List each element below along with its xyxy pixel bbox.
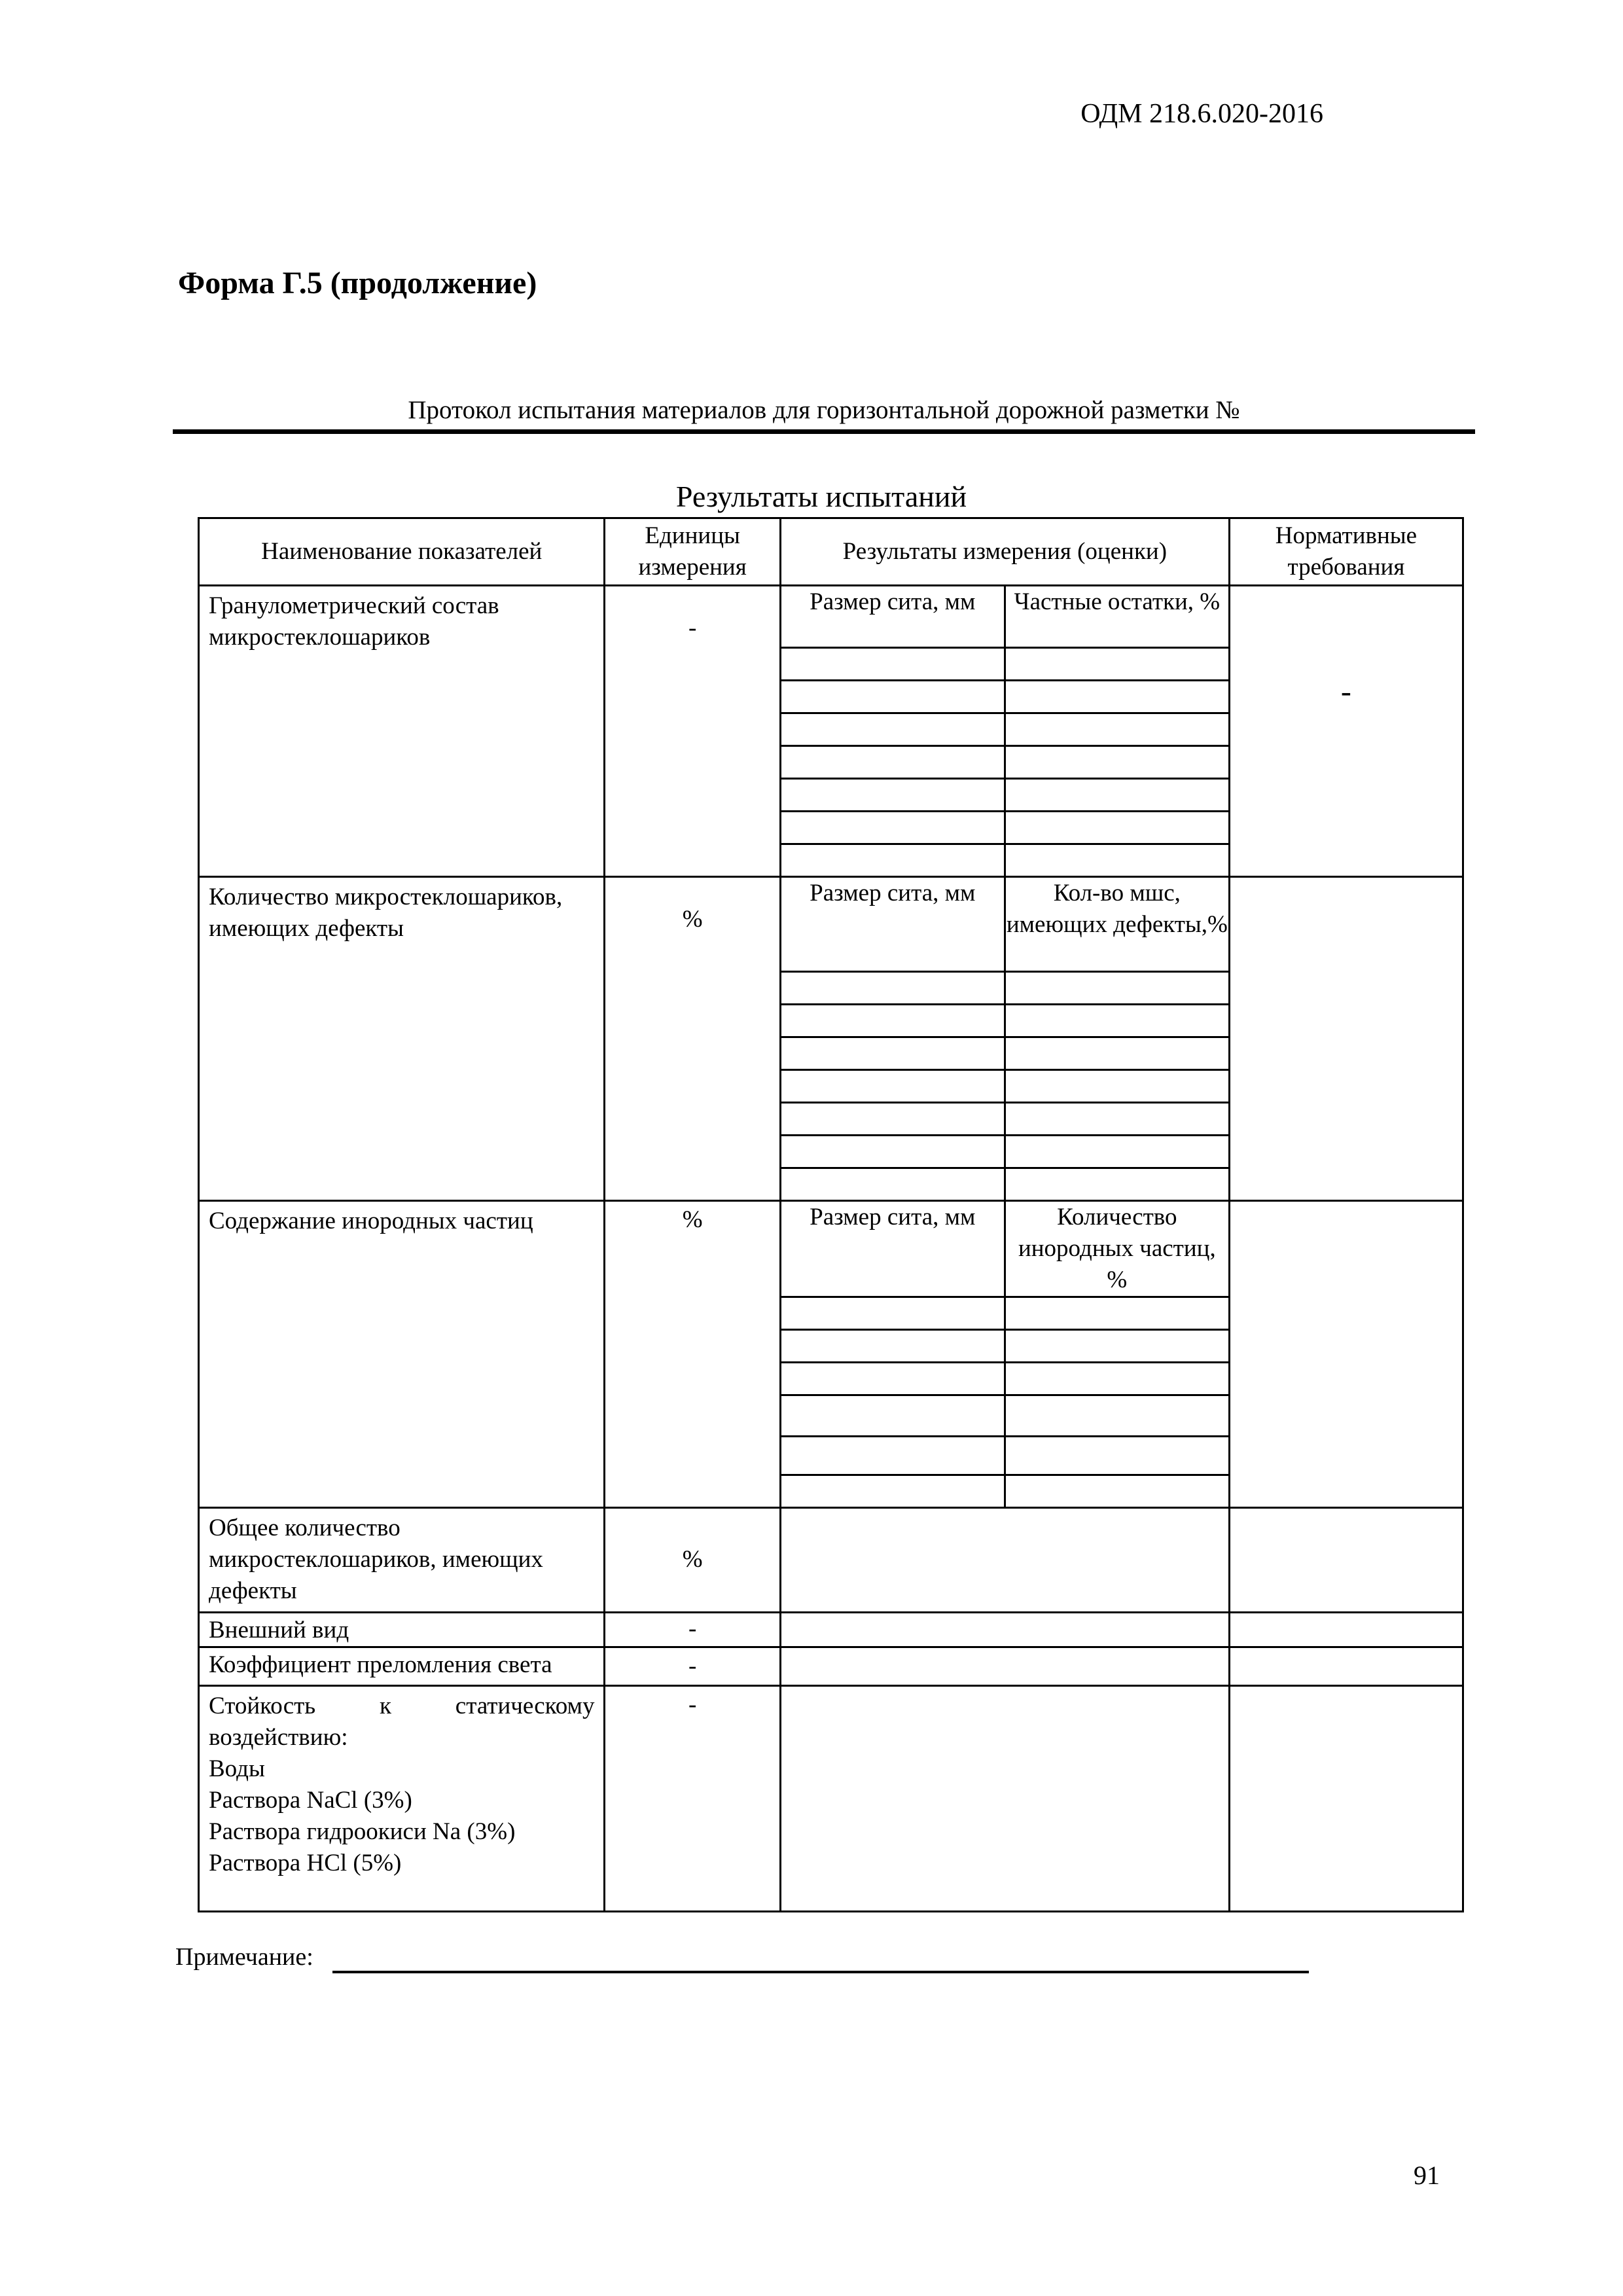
- row-name: [199, 1685, 605, 1911]
- subtable-header: [781, 878, 1228, 972]
- header-name: Наименование показателей: [199, 518, 605, 586]
- sub-cell[interactable]: [781, 648, 1005, 681]
- sub-header-sieve: Размер сита, мм: [781, 1202, 1005, 1297]
- sub-cell[interactable]: [1005, 972, 1228, 1005]
- subtable-header: [781, 1202, 1228, 1297]
- row-unit: -: [605, 586, 780, 877]
- row-result[interactable]: [780, 1612, 1229, 1647]
- sub-cell[interactable]: [1005, 1330, 1228, 1363]
- table-row: [199, 1647, 1463, 1685]
- sub-cell[interactable]: [1005, 648, 1228, 681]
- header-norms: Нормативные требования: [1229, 518, 1463, 586]
- form-title: Форма Г.5 (продолжение): [178, 266, 537, 300]
- sub-row: [781, 972, 1228, 1005]
- table-row: [199, 1508, 1463, 1612]
- row-unit: %: [605, 1201, 780, 1508]
- document-code: ОДМ 218.6.020-2016: [1080, 99, 1323, 129]
- sub-row: [781, 1330, 1228, 1363]
- results-table: [198, 517, 1464, 1912]
- sub-cell[interactable]: [781, 1168, 1005, 1200]
- results-title: Результаты испытаний: [675, 480, 967, 513]
- results-subtable-cell: [780, 586, 1229, 877]
- sub-cell[interactable]: [781, 779, 1005, 812]
- sub-cell[interactable]: [781, 1070, 1005, 1103]
- sub-cell[interactable]: [1005, 1037, 1228, 1070]
- sub-cell[interactable]: [781, 1037, 1005, 1070]
- row-norm: -: [1229, 586, 1463, 877]
- sub-cell[interactable]: [1005, 1136, 1228, 1168]
- sub-cell[interactable]: [1005, 713, 1228, 746]
- sub-header-residue: Частные остатки, %: [1005, 586, 1228, 648]
- sub-cell[interactable]: [781, 746, 1005, 779]
- sub-cell[interactable]: [1005, 1363, 1228, 1395]
- header-results: Результаты измерения (оценки): [780, 518, 1229, 586]
- sub-row: [781, 1103, 1228, 1136]
- results-subtable: [781, 1202, 1228, 1507]
- row-name: Внешний вид: [199, 1612, 605, 1647]
- results-subtable-cell: [780, 877, 1229, 1201]
- table-row: [199, 1685, 1463, 1911]
- sub-cell[interactable]: [781, 1005, 1005, 1037]
- sub-cell[interactable]: [1005, 812, 1228, 844]
- sub-cell[interactable]: [1005, 779, 1228, 812]
- row-unit: %: [605, 877, 780, 1201]
- sub-cell[interactable]: [781, 1297, 1005, 1330]
- row-name-line: Раствора NaCl (3%): [209, 1787, 412, 1814]
- header-unit: Единицы измерения: [605, 518, 780, 586]
- table-row: [199, 877, 1463, 1201]
- sub-cell[interactable]: [1005, 1475, 1228, 1507]
- sub-cell[interactable]: [781, 1363, 1005, 1395]
- sub-cell[interactable]: [1005, 1437, 1228, 1475]
- row-norm[interactable]: [1229, 1508, 1463, 1612]
- sub-cell[interactable]: [781, 1395, 1005, 1437]
- row-unit: -: [605, 1612, 780, 1647]
- subtable-header: [781, 586, 1228, 648]
- row-name-line: воздействию:: [209, 1723, 348, 1751]
- sub-cell[interactable]: [1005, 1070, 1228, 1103]
- row-norm[interactable]: [1229, 877, 1463, 1201]
- results-subtable-cell: [780, 1201, 1229, 1508]
- sub-cell[interactable]: [781, 713, 1005, 746]
- sub-cell[interactable]: [781, 844, 1005, 876]
- sub-cell[interactable]: [781, 972, 1005, 1005]
- row-name-line: Раствора HCl (5%): [209, 1850, 402, 1877]
- row-name: Общее количество микростеклошариков, имеющих дефекты: [199, 1508, 605, 1612]
- row-norm[interactable]: [1229, 1201, 1463, 1508]
- sub-cell[interactable]: [781, 1475, 1005, 1507]
- sub-row: [781, 746, 1228, 779]
- sub-cell[interactable]: [781, 1103, 1005, 1136]
- row-result[interactable]: [780, 1508, 1229, 1612]
- row-result[interactable]: [780, 1685, 1229, 1911]
- protocol-title: Протокол испытания материалов для горизонтальной дорожной разметки №: [408, 396, 1240, 424]
- sub-header-sieve: Размер сита, мм: [781, 878, 1005, 972]
- sub-row: [781, 1297, 1228, 1330]
- row-norm[interactable]: [1229, 1685, 1463, 1911]
- sub-cell[interactable]: [1005, 1005, 1228, 1037]
- row-norm[interactable]: [1229, 1612, 1463, 1647]
- sub-cell[interactable]: [781, 812, 1005, 844]
- sub-cell[interactable]: [1005, 1103, 1228, 1136]
- sub-row: [781, 1437, 1228, 1475]
- sub-cell[interactable]: [781, 681, 1005, 713]
- page-number: 91: [1414, 2161, 1440, 2190]
- results-subtable: [781, 878, 1228, 1200]
- sub-row: [781, 779, 1228, 812]
- sub-row: [781, 1136, 1228, 1168]
- sub-cell[interactable]: [1005, 1297, 1228, 1330]
- sub-cell[interactable]: [1005, 1168, 1228, 1200]
- row-unit: %: [605, 1508, 780, 1612]
- sub-cell[interactable]: [781, 1437, 1005, 1475]
- sub-row: [781, 844, 1228, 876]
- sub-row: [781, 713, 1228, 746]
- row-name: Коэффициент преломления света: [199, 1647, 605, 1685]
- sub-row: [781, 1005, 1228, 1037]
- row-norm[interactable]: [1229, 1647, 1463, 1685]
- protocol-underline: [173, 429, 1475, 434]
- sub-header-defects: Кол-во мшс, имеющих дефекты,%: [1005, 878, 1228, 972]
- table-row: [199, 586, 1463, 877]
- sub-row: [781, 1168, 1228, 1200]
- sub-row: [781, 1037, 1228, 1070]
- row-result[interactable]: [780, 1647, 1229, 1685]
- sub-row: [781, 812, 1228, 844]
- sub-row: [781, 1475, 1228, 1507]
- sub-header-foreign: Количество инородных частиц, %: [1005, 1202, 1228, 1297]
- sub-cell[interactable]: [1005, 1395, 1228, 1437]
- sub-row: [781, 1395, 1228, 1437]
- sub-cell[interactable]: [1005, 681, 1228, 713]
- note-label: Примечание:: [175, 1943, 313, 1971]
- row-unit: -: [605, 1685, 780, 1911]
- sub-row: [781, 648, 1228, 681]
- sub-cell[interactable]: [781, 1330, 1005, 1363]
- sub-header-sieve: Размер сита, мм: [781, 586, 1005, 648]
- note-line[interactable]: [332, 1971, 1309, 1973]
- row-name: Гранулометрический состав микростеклошариков: [199, 586, 605, 877]
- sub-row: [781, 1070, 1228, 1103]
- results-subtable: [781, 586, 1228, 876]
- row-name-line: Воды: [209, 1755, 265, 1782]
- table-row: [199, 1612, 1463, 1647]
- sub-cell[interactable]: [1005, 746, 1228, 779]
- row-name: Количество микростеклошариков, имеющих дефекты: [199, 877, 605, 1201]
- table-row: [199, 1201, 1463, 1508]
- row-unit: -: [605, 1647, 780, 1685]
- sub-cell[interactable]: [781, 1136, 1005, 1168]
- sub-row: [781, 681, 1228, 713]
- table-header-row: [199, 518, 1463, 586]
- row-name: Содержание инородных частиц: [199, 1201, 605, 1508]
- row-name-line: Стойкость к статическому: [209, 1692, 595, 1719]
- sub-row: [781, 1363, 1228, 1395]
- row-name-line: Раствора гидроокиси Na (3%): [209, 1818, 516, 1846]
- sub-cell[interactable]: [1005, 844, 1228, 876]
